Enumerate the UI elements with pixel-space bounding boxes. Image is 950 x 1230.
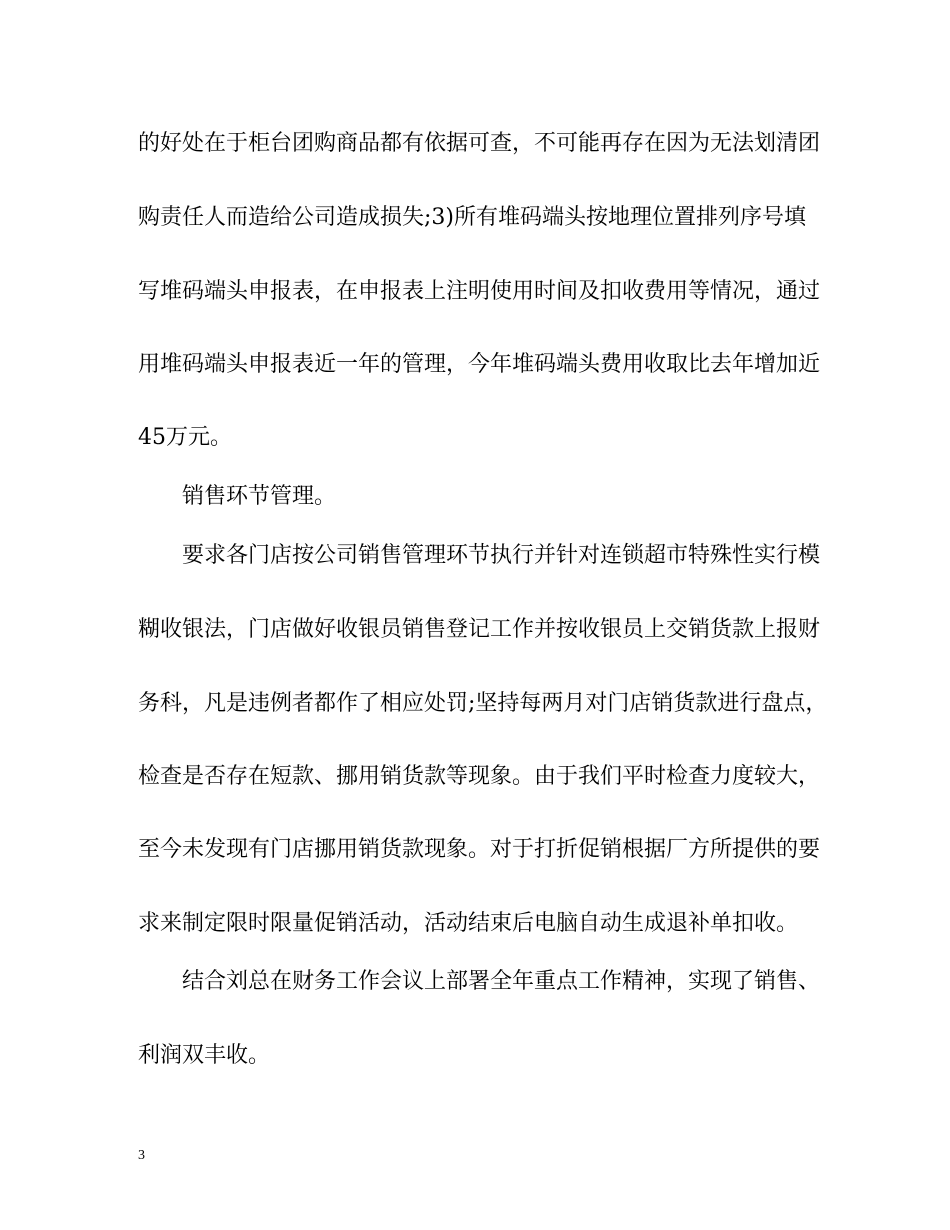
paragraph-start: 要求各门店按公司销售管理环节执行并针对连锁超市特殊性实行模: [182, 543, 821, 568]
text-line: 检查是否存在短款、挪用销货款等现象。由于我们平时检查力度较大，: [138, 764, 821, 789]
section-heading: 销售环节管理。: [182, 484, 337, 509]
text-line: 写堆码端头申报表，在申报表上注明使用时间及扣收费用等情况，通过: [138, 279, 821, 304]
text-line: 求来制定限时限量促销活动，活动结束后电脑自动生成退补单扣收。: [138, 911, 799, 936]
text-line: 至今未发现有门店挪用销货款现象。对于打折促销根据厂方所提供的要: [138, 837, 821, 862]
text-line: 45万元。: [138, 425, 232, 450]
text-line: 购责任人而造给公司造成损失;3)所有堆码端头按地理位置排列序号填: [138, 205, 806, 230]
text-line: 糊收银法，门店做好收银员销售登记工作并按收银员上交销货款上报财: [138, 617, 821, 642]
text-line: 用堆码端头申报表近一年的管理，今年堆码端头费用收取比去年增加近: [138, 352, 821, 377]
text-line: 利润双丰收。: [138, 1043, 271, 1068]
text-line: 务科，凡是违例者都作了相应处罚;坚持每两月对门店销货款进行盘点，: [138, 691, 828, 716]
paragraph-start: 结合刘总在财务工作会议上部署全年重点工作精神，实现了销售、: [182, 969, 821, 994]
text-line: 的好处在于柜台团购商品都有依据可查，不可能再存在因为无法划清团: [138, 131, 821, 156]
page-number: 3: [138, 1148, 145, 1163]
